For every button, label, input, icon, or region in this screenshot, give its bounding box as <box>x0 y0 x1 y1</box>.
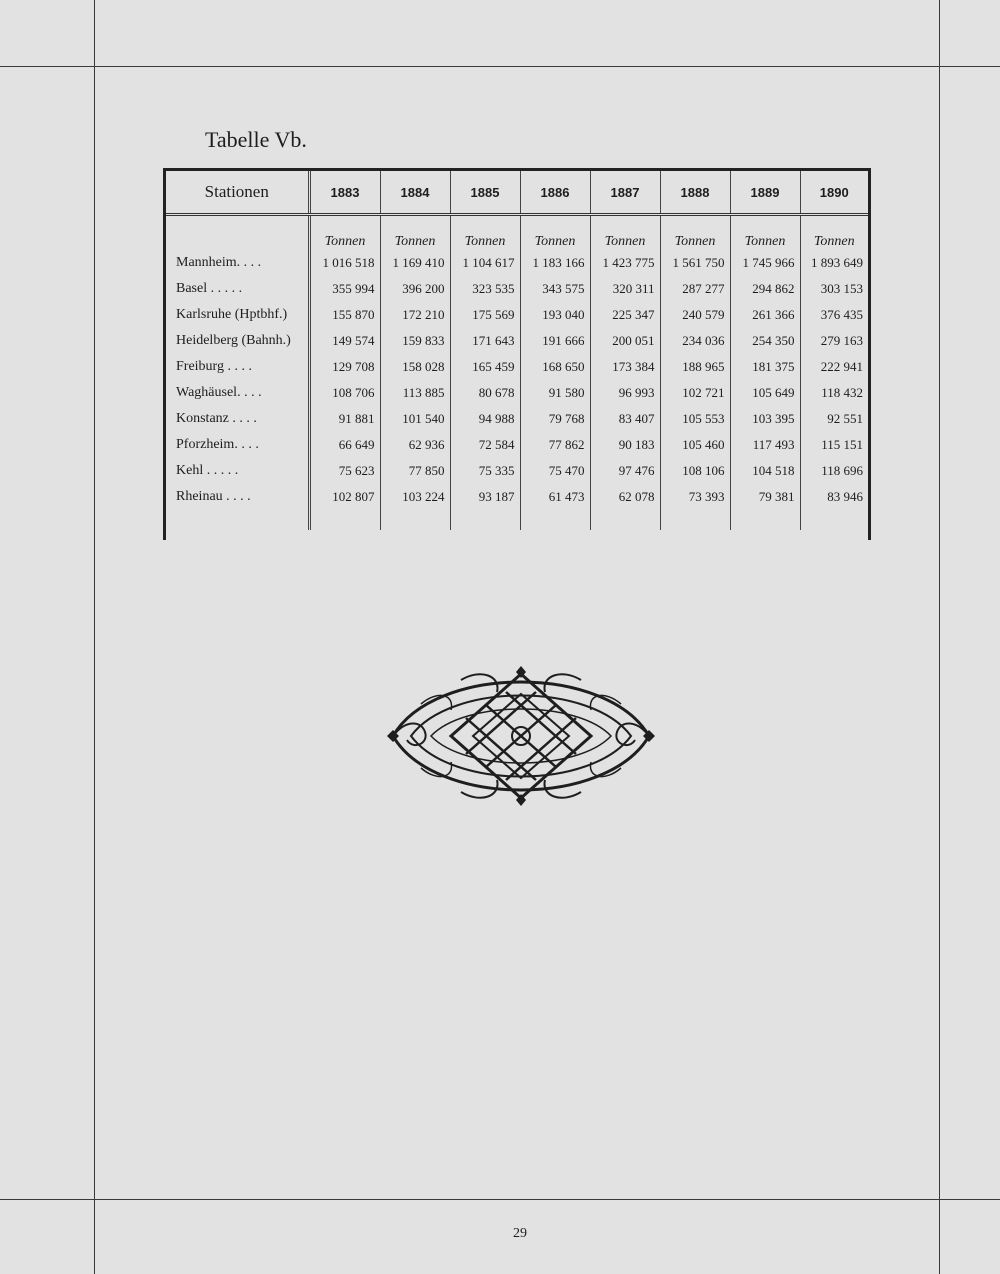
station-column-header: Stationen <box>166 171 309 215</box>
filler-cell <box>309 510 380 530</box>
tonnage-cell: 105 649 <box>730 380 800 406</box>
table-filler-row <box>166 510 868 530</box>
tonnage-cell: 355 994 <box>309 276 380 302</box>
unit-label: Tonnen <box>800 215 868 251</box>
tonnage-cell: 129 708 <box>309 354 380 380</box>
station-name: Mannheim. . . . <box>176 255 262 270</box>
unit-label: Tonnen <box>309 215 380 251</box>
tonnage-cell: 225 347 <box>590 302 660 328</box>
tonnage-cell: 287 277 <box>660 276 730 302</box>
ornament-knot-icon <box>385 664 657 808</box>
tonnage-cell: 175 569 <box>450 302 520 328</box>
table-row <box>166 432 868 458</box>
tonnage-cell: 376 435 <box>800 302 868 328</box>
page-rule-right <box>939 0 940 1274</box>
year-header: 1883 <box>309 171 380 215</box>
tonnage-cell: 118 696 <box>800 458 868 484</box>
tonnage-cell: 320 311 <box>590 276 660 302</box>
tonnage-cell: 1 183 166 <box>520 250 590 276</box>
tonnage-cell: 171 643 <box>450 328 520 354</box>
year-header: 1886 <box>520 171 590 215</box>
tonnage-cell: 117 493 <box>730 432 800 458</box>
tonnage-cell: 105 460 <box>660 432 730 458</box>
tonnage-cell: 234 036 <box>660 328 730 354</box>
tonnage-cell: 77 862 <box>520 432 590 458</box>
tonnage-cell: 1 104 617 <box>450 250 520 276</box>
station-name: Basel . . . . . <box>176 281 243 296</box>
filler-cell <box>660 510 730 530</box>
freight-table <box>163 168 871 540</box>
tonnage-cell: 104 518 <box>730 458 800 484</box>
year-header: 1888 <box>660 171 730 215</box>
year-header: 1890 <box>800 171 868 215</box>
tonnage-cell: 91 881 <box>309 406 380 432</box>
tonnage-cell: 75 335 <box>450 458 520 484</box>
tonnage-cell: 79 768 <box>520 406 590 432</box>
station-name: Karlsruhe (Hptbhf.) <box>176 307 288 322</box>
page-rule-bottom <box>0 1199 1000 1200</box>
tonnage-cell: 93 187 <box>450 484 520 510</box>
table-row <box>166 276 868 302</box>
filler-cell <box>730 510 800 530</box>
tonnage-cell: 172 210 <box>380 302 450 328</box>
tonnage-cell: 96 993 <box>590 380 660 406</box>
table-row <box>166 250 868 276</box>
unit-row-blank <box>166 215 309 251</box>
tonnage-cell: 149 574 <box>309 328 380 354</box>
station-name: Kehl . . . . . <box>176 463 239 478</box>
tonnage-cell: 115 151 <box>800 432 868 458</box>
tonnage-cell: 73 393 <box>660 484 730 510</box>
tonnage-cell: 294 862 <box>730 276 800 302</box>
tonnage-cell: 155 870 <box>309 302 380 328</box>
year-header: 1887 <box>590 171 660 215</box>
table-caption: Tabelle Vb. <box>205 127 307 152</box>
tonnage-cell: 1 423 775 <box>590 250 660 276</box>
tonnage-cell: 62 078 <box>590 484 660 510</box>
tonnage-cell: 165 459 <box>450 354 520 380</box>
table-row <box>166 354 868 380</box>
table-row <box>166 484 868 510</box>
tonnage-cell: 113 885 <box>380 380 450 406</box>
tonnage-cell: 91 580 <box>520 380 590 406</box>
tonnage-cell: 102 807 <box>309 484 380 510</box>
filler-cell <box>450 510 520 530</box>
filler-cell <box>520 510 590 530</box>
tonnage-cell: 90 183 <box>590 432 660 458</box>
unit-label: Tonnen <box>450 215 520 251</box>
unit-label: Tonnen <box>520 215 590 251</box>
table-row <box>166 458 868 484</box>
tonnage-cell: 254 350 <box>730 328 800 354</box>
tonnage-cell: 94 988 <box>450 406 520 432</box>
tonnage-cell: 193 040 <box>520 302 590 328</box>
tonnage-cell: 1 169 410 <box>380 250 450 276</box>
unit-label: Tonnen <box>660 215 730 251</box>
filler-cell <box>590 510 660 530</box>
tonnage-cell: 105 553 <box>660 406 730 432</box>
tonnage-cell: 261 366 <box>730 302 800 328</box>
filler-cell <box>166 510 309 530</box>
tonnage-cell: 200 051 <box>590 328 660 354</box>
tonnage-cell: 343 575 <box>520 276 590 302</box>
tonnage-cell: 159 833 <box>380 328 450 354</box>
tonnage-cell: 101 540 <box>380 406 450 432</box>
tonnage-cell: 158 028 <box>380 354 450 380</box>
tonnage-cell: 62 936 <box>380 432 450 458</box>
station-name: Konstanz . . . . <box>176 411 257 426</box>
table-row <box>166 328 868 354</box>
tonnage-cell: 83 407 <box>590 406 660 432</box>
unit-label: Tonnen <box>380 215 450 251</box>
tonnage-cell: 61 473 <box>520 484 590 510</box>
tonnage-cell: 191 666 <box>520 328 590 354</box>
tonnage-cell: 72 584 <box>450 432 520 458</box>
tonnage-cell: 396 200 <box>380 276 450 302</box>
tonnage-cell: 188 965 <box>660 354 730 380</box>
tonnage-cell: 108 106 <box>660 458 730 484</box>
page-rule-left <box>94 0 95 1274</box>
tonnage-cell: 118 432 <box>800 380 868 406</box>
tonnage-cell: 102 721 <box>660 380 730 406</box>
table-row <box>166 380 868 406</box>
tonnage-cell: 66 649 <box>309 432 380 458</box>
unit-label: Tonnen <box>590 215 660 251</box>
tonnage-cell: 103 224 <box>380 484 450 510</box>
tonnage-cell: 173 384 <box>590 354 660 380</box>
tonnage-cell: 303 153 <box>800 276 868 302</box>
station-name: Pforzheim. . . . <box>176 437 259 452</box>
tonnage-cell: 1 893 649 <box>800 250 868 276</box>
page-number: 29 <box>513 1226 527 1241</box>
station-name: Heidelberg (Bahnh.) <box>176 333 291 348</box>
tonnage-cell: 92 551 <box>800 406 868 432</box>
filler-cell <box>800 510 868 530</box>
tonnage-cell: 323 535 <box>450 276 520 302</box>
tonnage-cell: 1 561 750 <box>660 250 730 276</box>
table-row <box>166 302 868 328</box>
tonnage-cell: 77 850 <box>380 458 450 484</box>
tonnage-cell: 83 946 <box>800 484 868 510</box>
tonnage-cell: 75 470 <box>520 458 590 484</box>
year-header: 1884 <box>380 171 450 215</box>
page-rule-top <box>0 66 1000 67</box>
filler-cell <box>380 510 450 530</box>
tonnage-cell: 97 476 <box>590 458 660 484</box>
tonnage-cell: 279 163 <box>800 328 868 354</box>
tonnage-cell: 222 941 <box>800 354 868 380</box>
tonnage-cell: 80 678 <box>450 380 520 406</box>
station-name: Waghäusel. . . . <box>176 385 262 400</box>
unit-label: Tonnen <box>730 215 800 251</box>
table-row <box>166 406 868 432</box>
tonnage-cell: 75 623 <box>309 458 380 484</box>
tonnage-cell: 240 579 <box>660 302 730 328</box>
year-header: 1889 <box>730 171 800 215</box>
station-name: Rheinau . . . . <box>176 489 251 504</box>
tonnage-cell: 79 381 <box>730 484 800 510</box>
station-name: Freiburg . . . . <box>176 359 252 374</box>
tonnage-cell: 181 375 <box>730 354 800 380</box>
tonnage-cell: 1 745 966 <box>730 250 800 276</box>
year-header: 1885 <box>450 171 520 215</box>
tonnage-cell: 103 395 <box>730 406 800 432</box>
tonnage-cell: 1 016 518 <box>309 250 380 276</box>
tonnage-cell: 168 650 <box>520 354 590 380</box>
tonnage-cell: 108 706 <box>309 380 380 406</box>
